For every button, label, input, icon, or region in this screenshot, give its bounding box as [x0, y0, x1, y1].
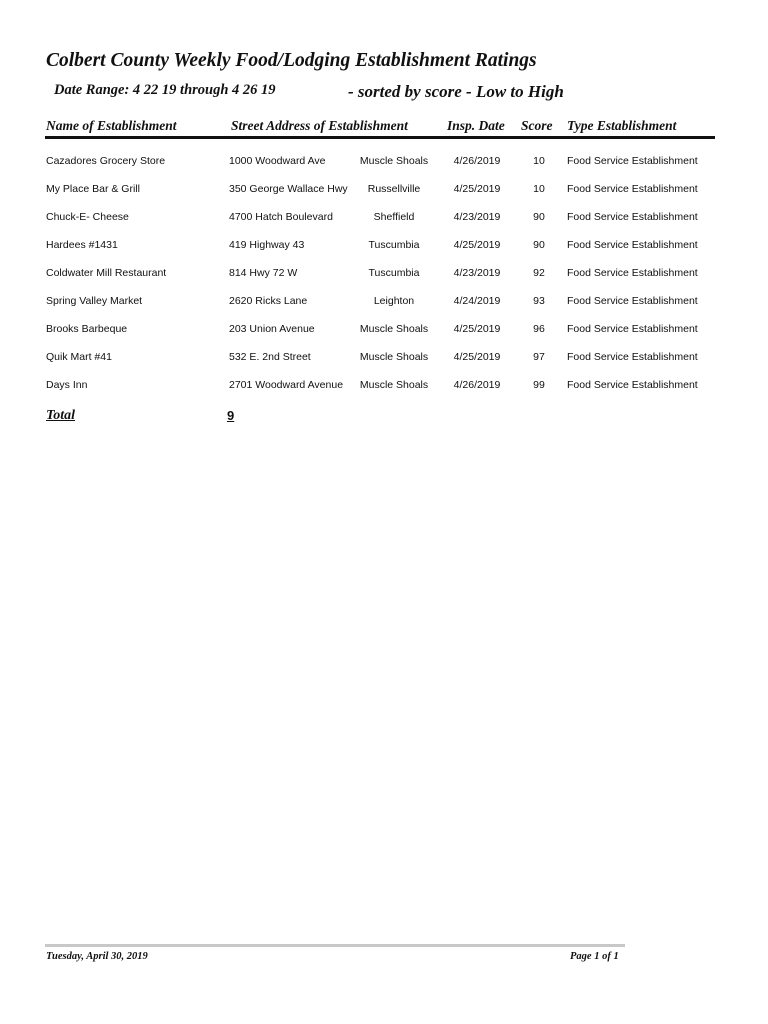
- city: Tuscumbia: [368, 267, 420, 279]
- header-rule: [45, 136, 715, 139]
- establishment-name: Cazadores Grocery Store: [46, 155, 166, 167]
- column-header-date: Insp. Date: [447, 118, 505, 133]
- establishment-name: Quik Mart #41: [46, 351, 112, 363]
- street-address: 203 Union Avenue: [229, 323, 315, 335]
- footer-date: Tuesday, April 30, 2019: [46, 951, 148, 962]
- footer-rule: [45, 944, 625, 947]
- score: 92: [533, 267, 545, 279]
- street-address: 419 Highway 43: [229, 239, 305, 251]
- score: 90: [533, 239, 545, 251]
- establishment-type: Food Service Establishment: [567, 295, 698, 307]
- score: 96: [533, 323, 545, 335]
- street-address: 4700 Hatch Boulevard: [229, 211, 333, 223]
- city: Russellville: [367, 183, 421, 195]
- table-row: [0, 211, 768, 239]
- inspection-date: 4/23/2019: [453, 267, 501, 279]
- score: 97: [533, 351, 545, 363]
- table-row: [0, 183, 768, 211]
- inspection-date: 4/25/2019: [453, 183, 501, 195]
- city: Muscle Shoals: [359, 379, 429, 391]
- column-header-type: Type Establishment: [567, 118, 677, 133]
- table-row: [0, 323, 768, 351]
- establishment-type: Food Service Establishment: [567, 211, 698, 223]
- column-header-name: Name of Establishment: [46, 118, 177, 133]
- establishment-name: My Place Bar & Grill: [46, 183, 140, 195]
- city: Leighton: [373, 295, 415, 307]
- inspection-date: 4/26/2019: [453, 379, 501, 391]
- table-row: [0, 155, 768, 183]
- establishment-type: Food Service Establishment: [567, 379, 698, 391]
- inspection-date: 4/25/2019: [453, 351, 501, 363]
- report-title: Colbert County Weekly Food/Lodging Establishment Ratings: [46, 50, 537, 71]
- establishment-name: Spring Valley Market: [46, 295, 143, 307]
- table-row: [0, 351, 768, 379]
- total-label: Total: [46, 408, 76, 423]
- establishment-name: Hardees #1431: [46, 239, 118, 251]
- inspection-date: 4/25/2019: [453, 323, 501, 335]
- table-row: [0, 267, 768, 295]
- establishment-name: Brooks Barbeque: [46, 323, 128, 335]
- city: Muscle Shoals: [359, 323, 429, 335]
- date-range: Date Range: 4 22 19 through 4 26 19: [54, 82, 276, 98]
- score: 90: [533, 211, 545, 223]
- score: 93: [533, 295, 545, 307]
- street-address: 2620 Ricks Lane: [229, 295, 308, 307]
- column-header-street: Street Address of Establishment: [231, 118, 408, 133]
- street-address: 2701 Woodward Avenue: [229, 379, 344, 391]
- inspection-date: 4/25/2019: [453, 239, 501, 251]
- inspection-date: 4/26/2019: [453, 155, 501, 167]
- street-address: 814 Hwy 72 W: [229, 267, 298, 279]
- city: Sheffield: [373, 211, 415, 223]
- establishment-type: Food Service Establishment: [567, 155, 698, 167]
- score: 10: [533, 155, 545, 167]
- establishment-type: Food Service Establishment: [567, 183, 698, 195]
- establishment-type: Food Service Establishment: [567, 323, 698, 335]
- street-address: 532 E. 2nd Street: [229, 351, 311, 363]
- score: 99: [533, 379, 545, 391]
- total-value: 9: [227, 408, 235, 423]
- establishment-name: Days Inn: [46, 379, 88, 391]
- sort-note: - sorted by score - Low to High: [348, 82, 564, 101]
- street-address: 1000 Woodward Ave: [229, 155, 326, 167]
- column-header-score: Score: [521, 118, 553, 133]
- table-row: [0, 239, 768, 267]
- city: Muscle Shoals: [359, 155, 429, 167]
- table-row: [0, 295, 768, 323]
- inspection-date: 4/23/2019: [453, 211, 501, 223]
- score: 10: [533, 183, 545, 195]
- establishment-name: Coldwater Mill Restaurant: [46, 267, 167, 279]
- street-address: 350 George Wallace Hwy: [229, 183, 348, 195]
- establishment-name: Chuck-E- Cheese: [46, 211, 129, 223]
- establishment-type: Food Service Establishment: [567, 239, 698, 251]
- city: Muscle Shoals: [359, 351, 429, 363]
- establishment-type: Food Service Establishment: [567, 267, 698, 279]
- city: Tuscumbia: [368, 239, 420, 251]
- table-row: [0, 379, 768, 407]
- establishment-type: Food Service Establishment: [567, 351, 698, 363]
- inspection-date: 4/24/2019: [453, 295, 501, 307]
- page-number: Page 1 of 1: [570, 951, 619, 962]
